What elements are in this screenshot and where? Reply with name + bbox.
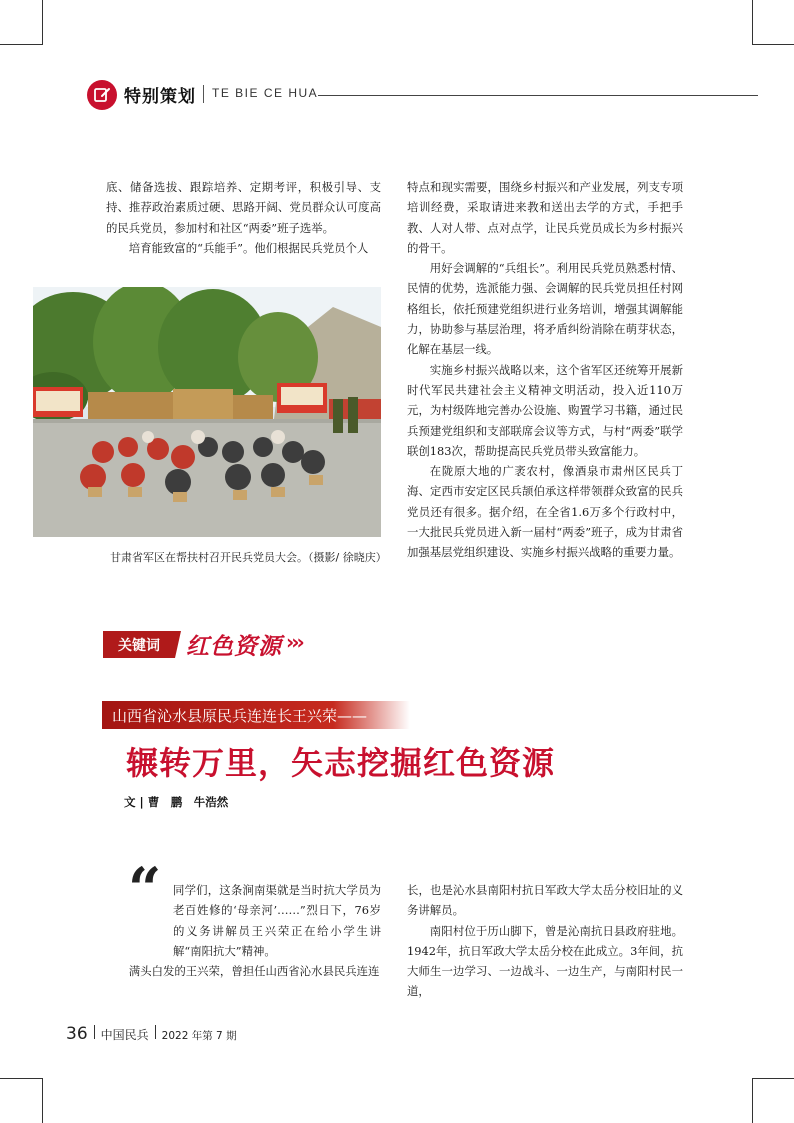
- footer-divider: [94, 1025, 95, 1039]
- body-paragraph: 长，也是沁水县南阳村抗日军政大学太岳分校旧址的义务讲解员。: [407, 883, 683, 918]
- crop-mark: [0, 44, 42, 45]
- left-column-top: [106, 177, 381, 258]
- crop-mark: [0, 1078, 42, 1079]
- article-left-column: [106, 880, 381, 981]
- keyword-text: 红色资源: [186, 633, 282, 660]
- body-paragraph: 南阳村位于历山脚下，曾是沁南抗日县政府驻地。1942年，抗日军政大学太岳分校在此成立。3年间，抗大师生一边学习、一边战斗、一边生产，与南阳村民一道，: [407, 923, 683, 999]
- body-paragraph: 培育能致富的“兵能手”。他们根据民兵党员个人: [128, 240, 369, 255]
- crop-mark: [752, 1078, 794, 1079]
- article-title: 辗转万里，矢志挖掘红色资源: [126, 744, 556, 782]
- section-title: 特别策划: [124, 87, 196, 107]
- crop-mark: [42, 1078, 43, 1123]
- footer-divider: [155, 1025, 156, 1039]
- header-divider: [203, 85, 204, 103]
- body-paragraph: 底、储备选拔、跟踪培养、定期考评，积极引导、支持、推荐政治素质过硬、思路开阔、党员群众认可度高的民兵党员，参加村和社区“两委”班子选举。: [106, 180, 381, 235]
- body-paragraph: 特点和现实需要，围绕乡村振兴和产业发展，列支专项培训经费，采取请进来教和送出去学的方式，手把手教、人对人带、点对点学，让民兵党员成长为乡村振兴的骨干。: [407, 180, 683, 255]
- chevrons-icon: ›››: [286, 630, 302, 654]
- article-subtitle: 山西省沁水县原民兵连连长王兴荣——: [102, 701, 410, 729]
- body-paragraph: 用好会调解的“兵组长”。利用民兵党员熟悉村情、民情的优势，选派能力强、会调解的民兵党员担任村网格组长，依托预建党组织进行业务培训，增强其调解能力，协助参与基层治理，将矛盾纠纷消除在萌芽状态，化解在基层一线。: [407, 261, 683, 357]
- crop-mark: [42, 0, 43, 45]
- body-paragraph: 同学们，这条涧南渠就是当时抗大学员为老百姓修的‘母亲河’……”烈日下，76岁的义务讲解员王兴荣正在给小学生讲解“南阳抗大”精神。: [173, 883, 381, 958]
- crop-mark: [752, 44, 794, 45]
- crop-mark: [752, 1078, 753, 1123]
- page-footer: [66, 1024, 237, 1044]
- crop-mark: [752, 0, 753, 45]
- section-pinyin: TE BIE CE HUA: [212, 86, 319, 100]
- body-paragraph: 实施乡村振兴战略以来，这个省军区还统筹开展新时代军民共建社会主义精神文明活动，投入近110万元，为村级阵地完善办公设施、购置学习书籍，通过民兵预建党组织和支部联席会议等方式，与村“两委”联学联创183次，帮助提高民兵党员带头致富能力。: [407, 362, 683, 458]
- page-number: 36: [66, 1024, 88, 1044]
- keyword-label: 关键词: [103, 631, 175, 658]
- byline: 文 | 曹 鹏 牛浩然: [124, 795, 229, 809]
- photo-caption: 甘肃省军区在帮扶村召开民兵党员大会。（摄影/ 徐晓庆）: [110, 551, 387, 564]
- body-paragraph: 满头白发的王兴荣，曾担任山西省沁水县民兵连连: [128, 964, 380, 979]
- article-right-column: [407, 880, 683, 1002]
- article-photo: [33, 287, 381, 537]
- edit-icon: [93, 86, 111, 104]
- quote-mark-icon: “: [128, 855, 162, 923]
- magazine-name: 中国民兵: [100, 1028, 149, 1042]
- issue-label: 2022 年第 7 期: [161, 1030, 237, 1042]
- body-paragraph: 在陇原大地的广袤农村，像酒泉市肃州区民兵丁海、定西市安定区民兵颉伯承这样带领群众致富的民兵党员还有很多。据介绍，在全省1.6万多个行政村中，一大批民兵党员进入新一届村“两委”班子，成为甘肃省加强基层党组织建设、实施乡村振兴战略的重要力量。: [407, 464, 683, 560]
- right-column-top: [407, 177, 683, 563]
- header-rule: [318, 95, 758, 96]
- section-badge: [87, 80, 117, 110]
